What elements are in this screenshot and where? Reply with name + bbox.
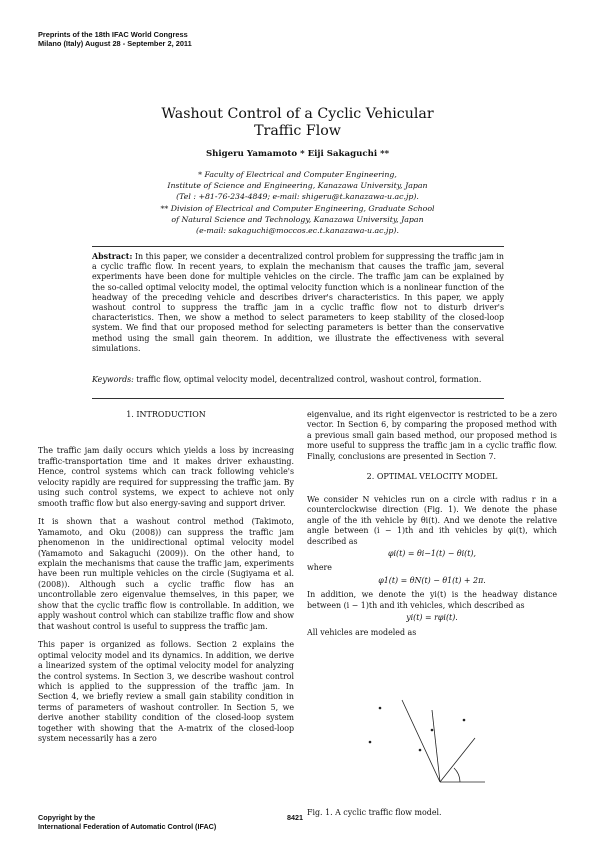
affiliation-line: Institute of Science and Engineering, Kanazawa University, Japan: [167, 181, 428, 191]
angle-arc: [454, 768, 460, 782]
cyclic-traffic-figure: [360, 690, 490, 800]
paragraph: All vehicles are modeled as: [307, 627, 417, 637]
equation-1: φi(t) = θi−1(t) − θi(t),: [388, 548, 476, 558]
vehicle-dot: [463, 719, 466, 722]
paper-title: [0, 106, 595, 140]
keywords-label: Keywords:: [92, 375, 134, 384]
vehicle-markers: [369, 707, 466, 752]
affiliation-line: of Natural Science and Technology, Kanazawa University, Japan: [171, 214, 424, 224]
paragraph: The traffic jam daily occurs which yields a loss by increasing traffic-transportation time and it makes driver exhausting. Hence, control systems which can track following vehicle's velocity rapidly are required for suppressing the traffic jam. By using such control systems, we expect to achieve not only smooth traffic flow but also energy-saving and support driver.: [38, 446, 294, 508]
vehicle-dot: [419, 749, 422, 752]
affiliation-line: (e-mail: sakaguchi@moccos.ec.t.kanazawa-u.ac.jp).: [196, 226, 399, 236]
radius-line: [440, 738, 475, 782]
figure-lines: [402, 700, 485, 782]
abstract-top-rule: [92, 246, 504, 247]
footer-line-2: International Federation of Automatic Control (IFAC): [38, 822, 217, 831]
conference-line-2: Milano (Italy) August 28 - September 2, 2011: [38, 39, 192, 48]
vehicle-dot: [379, 707, 382, 710]
affiliation-line: * Faculty of Electrical and Computer Engineering,: [198, 170, 397, 179]
conference-line-1: Preprints of the 18th IFAC World Congress: [38, 30, 188, 39]
affiliations: [120, 169, 475, 236]
title-line-1: Washout Control of a Cyclic Vehicular: [161, 106, 434, 122]
radius-line: [402, 700, 440, 782]
vehicle-dot: [369, 741, 372, 744]
where-text: where: [307, 563, 332, 573]
figure-caption: Fig. 1. A cyclic traffic flow model.: [307, 808, 442, 817]
page-number: 8421: [287, 813, 303, 822]
abstract-label: Abstract:: [92, 252, 133, 261]
abstract: [92, 252, 504, 354]
keywords-text: traffic flow, optimal velocity model, decentralized control, washout control, formation.: [136, 375, 482, 384]
affiliation-line: (Tel : +81-76-234-4849; e-mail: shigeru@t.kanazawa-u.ac.jp).: [176, 192, 419, 202]
paragraph: eigenvalue, and its right eigenvector is restricted to be a zero vector. In Section 6, by comparing the proposed method with a previous small gain based method, our proposed method is more useful to suppress the traffic jam in a cyclic traffic flow. Finally, conclusions are presented in Section 7.: [307, 410, 557, 461]
authors: Shigeru Yamamoto * Eiji Sakaguchi **: [205, 149, 390, 159]
equation-3: yi(t) = rφi(t).: [406, 613, 458, 623]
paragraph: This paper is organized as follows. Section 2 explains the optimal velocity model and its dynamics. In addition, we derive a linearized system of the optimal velocity model for analyzing the control systems. In Section 3, we describe washout control which is applied to the suppression of the traffic jam. In Section 4, we briefly review a small gain stability condition in terms of parameters of washout controller. In Section 5, we derive another stability condition of the closed-loop system together with showing that the A-matrix of the closed-loop system necessarily has a zero: [38, 640, 294, 744]
equation-2: φ1(t) = θN(t) − θ1(t) + 2π.: [378, 575, 486, 585]
paragraph: In addition, we denote the yi(t) is the headway distance between (i − 1)th and ith vehicles, which described as: [307, 590, 557, 610]
title-line-2: Traffic Flow: [254, 123, 341, 139]
left-column: [38, 410, 294, 753]
abstract-text: In this paper, we consider a decentralized control problem for suppressing the traffic jam in a cyclic traffic flow. In recent years, to explain the mechanism that causes the traffic jam, several experiments have been done for multiple vehicles on the circle. The traffic jam can be explained by the so-called optimal velocity model, the optimal velocity function which is a nonlinear function of the headway of the preceding vehicle and describes driver's characteristics. In this paper, we apply washout control to suppress the traffic jam in a cyclic traffic flow not to disturb driver's characteristics. Then, we show a method to select parameters to keep stability of the closed-loop system. We find that our proposed method for selecting parameters is better than the conservative method using the small gain theorem. In addition, we illustrate the effectiveness with several simulations.: [92, 252, 505, 353]
section-1-heading: 1. INTRODUCTION: [126, 410, 206, 419]
footer-line-1: Copyright by the: [38, 813, 96, 822]
right-column: [307, 410, 557, 646]
paragraph: It is shown that a washout control method (Takimoto, Yamamoto, and Oku (2008)) can suppress the traffic jam phenomenon in the unidirectional optimal velocity model (Yamamoto and Sakaguchi (2009)). On the other hand, to explain the mechanisms that cause the traffic jam, experiments have been run multiple vehicles on the circle (Sugiyama et al. (2008)). Although such a cyclic traffic flow has an uncontrollable zero eigenvalue themselves, in this paper, we show that the cyclic traffic flow is controllable. In addition, we apply washout control which can stabilize traffic flow and show that washout control is useful to suppress the traffic jam.: [38, 517, 294, 631]
section-2-heading: 2. OPTIMAL VELOCITY MODEL: [366, 472, 498, 482]
affiliation-line: ** Division of Electrical and Computer Engineering, Graduate School: [160, 203, 435, 213]
radius-line: [432, 710, 440, 782]
abstract-bottom-rule: [92, 398, 504, 399]
keywords: [92, 375, 504, 385]
paragraph: We consider N vehicles run on a circle with radius r in a counterclockwise direction (Fig. 1). We denote the phase angle of the ith vehicle by θi(t). And we denote the relative angle between (i − 1)th and ith vehicles by φi(t), which described as: [307, 494, 557, 546]
vehicle-dot: [431, 729, 434, 732]
conference-header: [38, 30, 338, 48]
